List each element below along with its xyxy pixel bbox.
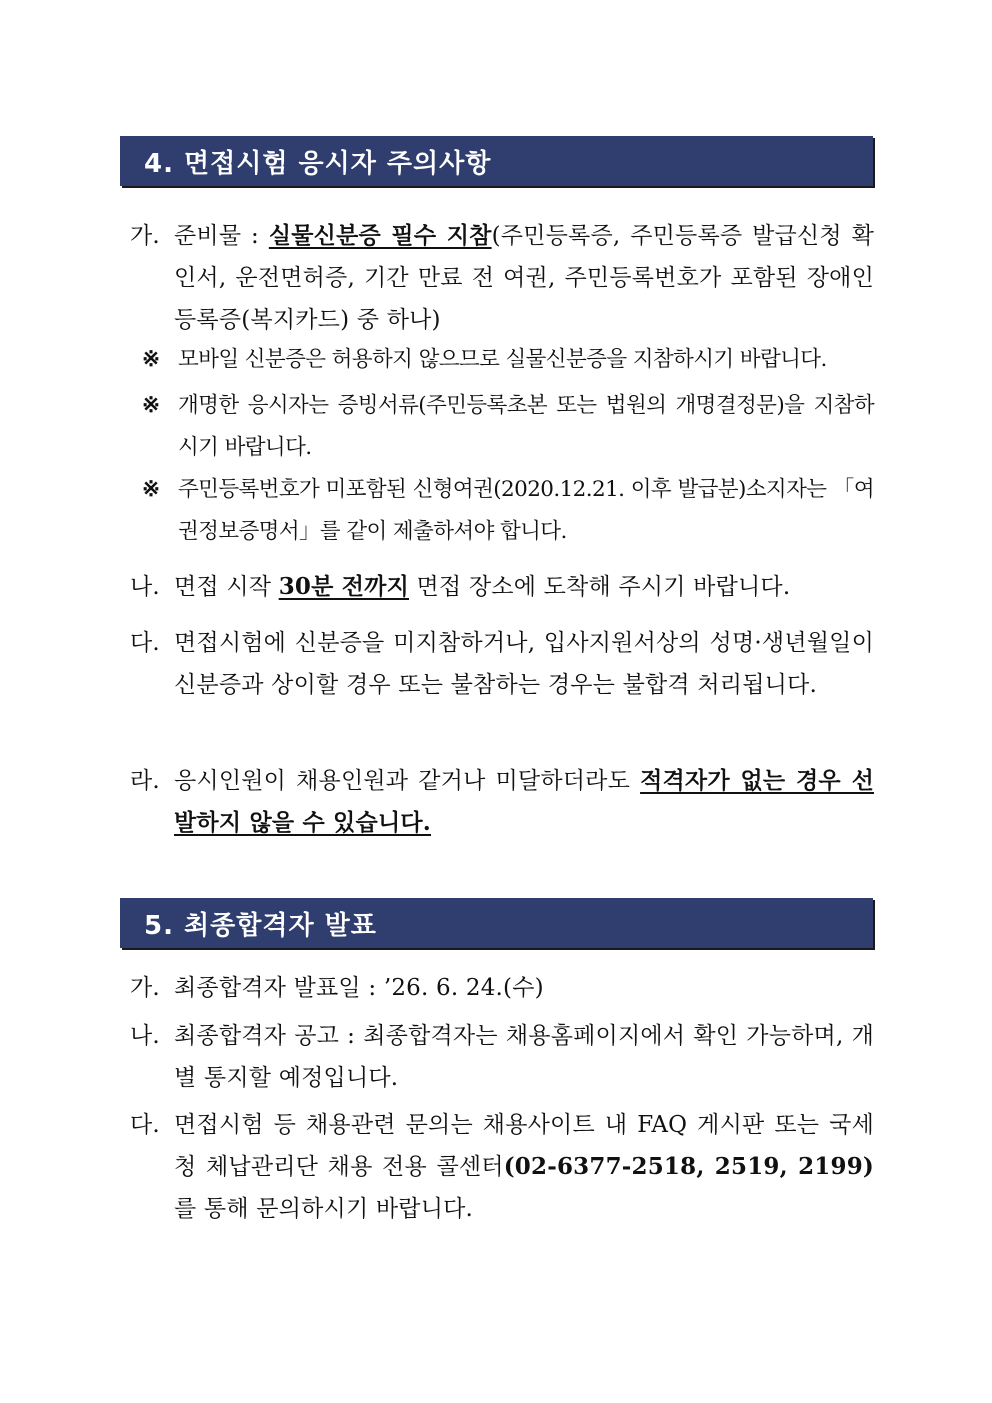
item-marker: 가. bbox=[130, 223, 160, 249]
section-4-item-ra bbox=[130, 760, 874, 844]
note-marker: ※ bbox=[142, 347, 160, 372]
item-marker: 다. bbox=[130, 630, 160, 656]
section-4-note-3 bbox=[142, 469, 874, 553]
section-4-note-2 bbox=[142, 385, 874, 469]
item-text: 최종합격자 공고 : 최종합격자는 채용홈페이지에서 확인 가능하며, 개별 통지할 예정입니다. bbox=[174, 1023, 874, 1091]
item-text: 면접시험 등 채용관련 문의는 채용사이트 내 FAQ 게시판 또는 국세청 체납관리단 채용 전용 콜센터 bbox=[174, 1112, 874, 1180]
note-marker: ※ bbox=[142, 393, 160, 418]
item-marker: 나. bbox=[130, 574, 160, 600]
item-text: (주민등록증, 주민등록증 발급신청 확인서, 운전면허증, 기간 만료 전 여권, 주민등록번호가 포함된 장애인등록증(복지카드) 중 하나) bbox=[174, 223, 874, 333]
item-emphasis: 실물신분증 필수 지참 bbox=[268, 222, 492, 249]
note-marker: ※ bbox=[142, 477, 160, 502]
item-marker: 라. bbox=[130, 768, 160, 794]
item-marker: 가. bbox=[130, 975, 160, 1001]
item-marker: 나. bbox=[130, 1023, 160, 1049]
section-5-item-ga bbox=[130, 967, 874, 1009]
item-text-after: 면접 장소에 도착해 주시기 바랍니다. bbox=[409, 574, 791, 600]
item-text: 응시인원이 채용인원과 같거나 미달하더라도 bbox=[174, 768, 641, 794]
section-4-item-da bbox=[130, 622, 874, 706]
item-text: 최종합격자 발표일 : ’26. 6. 24.(수) bbox=[174, 975, 544, 1001]
item-text-after: 를 통해 문의하시기 바랍니다. bbox=[174, 1196, 474, 1222]
note-text: 모바일 신분증은 허용하지 않으므로 실물신분증을 지참하시기 바랍니다. bbox=[178, 347, 827, 372]
section-5-header bbox=[120, 898, 873, 948]
note-text: 주민등록번호가 미포함된 신형여권(2020.12.21. 이후 발급분)소지자는 「여권정보증명서」를 같이 제출하셔야 합니다. bbox=[178, 477, 874, 544]
section-4-title: 4. 면접시험 응시자 주의사항 bbox=[144, 148, 492, 179]
section-5-item-na bbox=[130, 1015, 874, 1099]
section-5-item-da bbox=[130, 1104, 874, 1230]
section-4-item-na bbox=[130, 566, 874, 608]
item-label: 준비물 : bbox=[174, 223, 269, 249]
item-marker: 다. bbox=[130, 1112, 160, 1138]
item-emphasis: 적격자가 없는 경우 선발하지 않을 수 있습니다. bbox=[174, 767, 874, 836]
note-text: 개명한 응시자는 증빙서류(주민등록초본 또는 법원의 개명결정문)을 지참하시기 바랍니다. bbox=[178, 393, 874, 460]
item-text: 면접 시작 bbox=[174, 574, 279, 600]
call-center-number: (02-6377-2518, 2519, 2199) bbox=[503, 1153, 874, 1180]
section-4-header bbox=[120, 136, 873, 186]
item-text: 면접시험에 신분증을 미지참하거나, 입사지원서상의 성명·생년월일이 신분증과 상이할 경우 또는 불참하는 경우는 불합격 처리됩니다. bbox=[174, 630, 874, 698]
item-emphasis: 30분 전까지 bbox=[278, 573, 409, 600]
section-4-note-1 bbox=[142, 339, 874, 381]
section-5-title: 5. 최종합격자 발표 bbox=[144, 910, 377, 941]
section-4-item-ga bbox=[130, 215, 874, 341]
